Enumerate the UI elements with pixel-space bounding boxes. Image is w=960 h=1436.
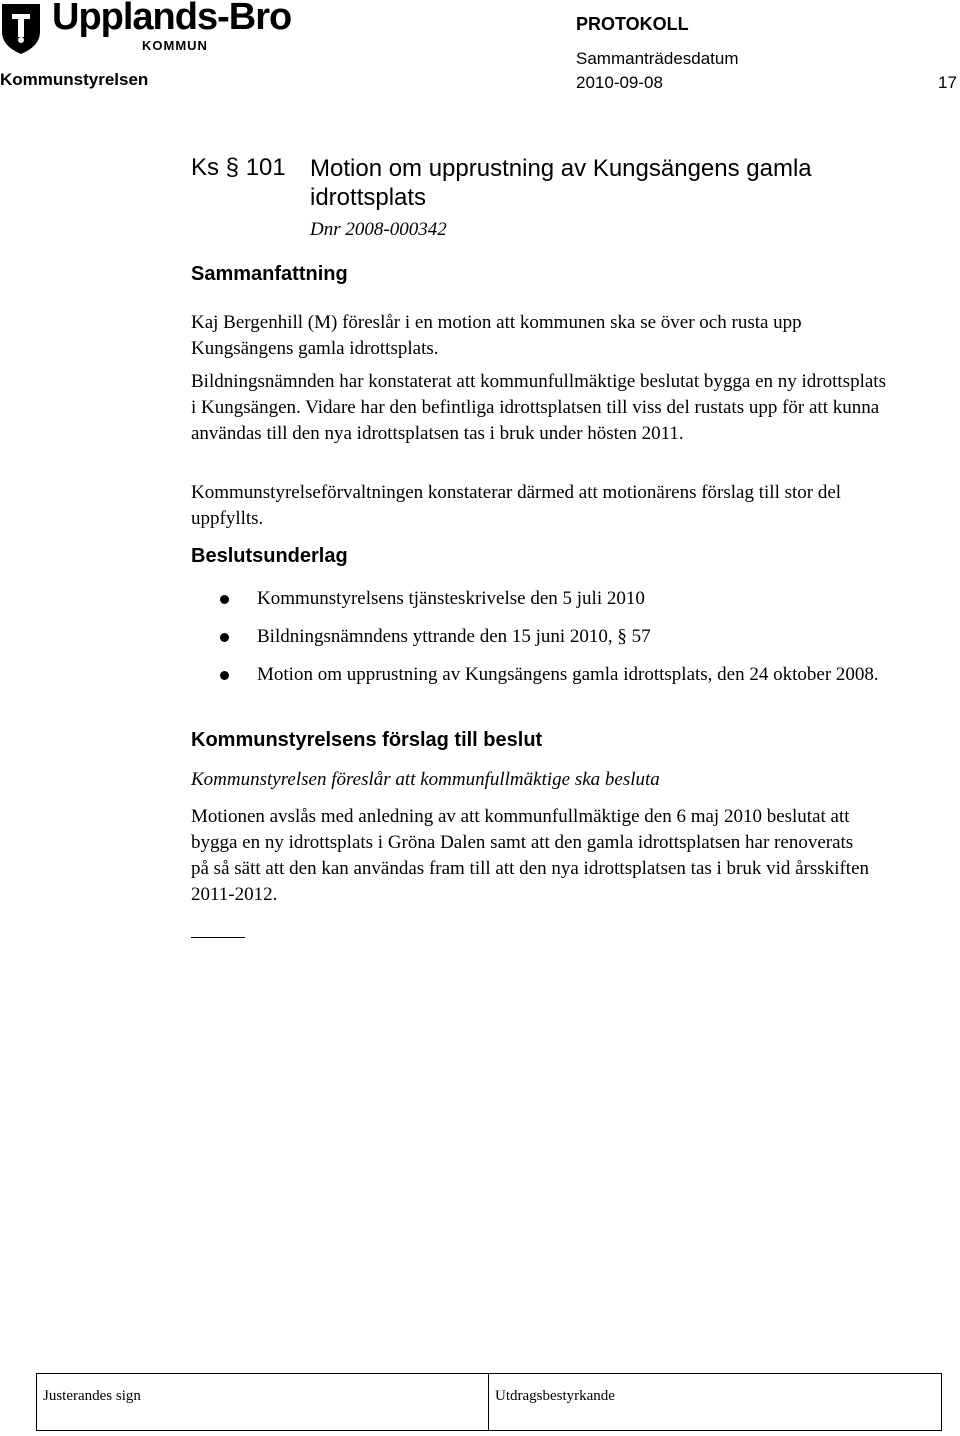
bullet-icon	[220, 633, 229, 642]
list-item: Kommunstyrelsens tjänsteskrivelse den 5 juli 2010	[220, 586, 880, 612]
basis-list	[220, 586, 880, 700]
summary-heading: Sammanfattning	[191, 263, 348, 285]
justerandes-label: Justerandes sign	[43, 1388, 141, 1404]
proposal-heading: Kommunstyrelsens förslag till beslut	[191, 729, 543, 751]
bullet-icon	[220, 595, 229, 604]
committee-name: Kommunstyrelsen	[0, 70, 149, 89]
document-type: PROTOKOLL	[576, 14, 689, 34]
list-item: Bildningsnämndens yttrande den 15 juni 2010, § 57	[220, 624, 880, 650]
utdrag-cell	[489, 1374, 941, 1430]
page-number: 17	[938, 73, 957, 92]
bullet-icon	[220, 671, 229, 680]
registration-number: Dnr 2008-000342	[310, 219, 447, 240]
municipality-logo	[0, 0, 300, 56]
signature-box	[36, 1373, 942, 1431]
justerandes-cell	[37, 1374, 489, 1430]
proposal-text: Motionen avslås med anledning av att kommunfullmäktige den 6 maj 2010 beslutat att bygga en ny idrottsplats i Gröna Dalen samt att den gamla idrottsplatsen har renoverats på så sätt att den kan användas fram till att den nya idrottsplatsen tas i bruk vid årsskiften 2011-2012.	[191, 806, 870, 905]
meeting-date: 2010-09-08	[576, 73, 663, 92]
summary-paragraph: Kommunstyrelseförvaltningen konstaterar därmed att motionärens förslag till stor del uppfyllts.	[191, 482, 842, 529]
logo-wordmark: Upplands-Bro	[52, 0, 292, 38]
logo-subtitle: KOMMUN	[142, 38, 208, 53]
section-title: Motion om upprustning av Kungsängens gamla idrottsplats	[310, 155, 812, 211]
utdrag-label: Utdragsbestyrkande	[495, 1388, 615, 1404]
meeting-date-label: Sammanträdesdatum	[576, 49, 739, 68]
section-number: Ks § 101	[191, 154, 286, 181]
basis-heading: Beslutsunderlag	[191, 545, 348, 567]
end-rule	[191, 937, 245, 938]
list-item: Motion om upprustning av Kungsängens gamla idrottsplats, den 24 oktober 2008.	[220, 662, 880, 688]
proposal-intro: Kommunstyrelsen föreslår att kommunfullmäktige ska besluta	[191, 769, 660, 790]
summary-paragraph: Bildningsnämnden har konstaterat att kommunfullmäktige beslutat bygga en ny idrottsplats i Kungsängen. Vidare har den befintliga idrottsplatsen till viss del rustats upp för att kunna användas till den nya idrottsplatsen tas i bruk under hösten 2011.	[191, 371, 886, 444]
summary-paragraph: Kaj Bergenhill (M) föreslår i en motion att kommunen ska se över och rusta upp Kungsängens gamla idrottsplats.	[191, 312, 802, 359]
